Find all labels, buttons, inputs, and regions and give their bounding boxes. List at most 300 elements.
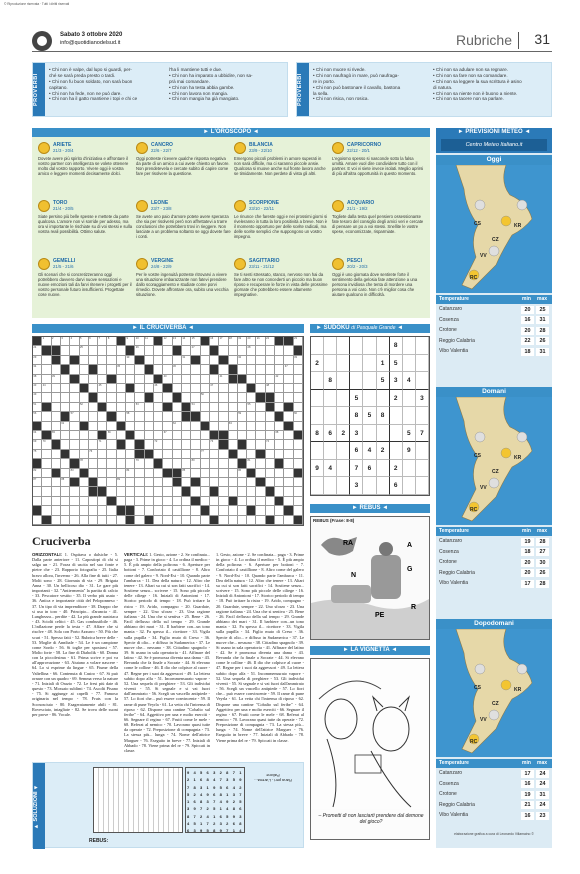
crossword-cell[interactable] [210,403,219,412]
crossword-cell[interactable] [191,393,200,402]
crossword-cell[interactable] [238,356,247,365]
crossword-cell[interactable] [247,356,256,365]
crossword-cell[interactable] [210,506,219,515]
crossword-cell[interactable] [70,346,79,355]
crossword-cell[interactable] [80,440,89,449]
sudoku-cell[interactable] [403,460,416,478]
crossword-cell[interactable] [238,365,247,374]
crossword-cell[interactable] [229,422,238,431]
crossword-cell[interactable] [275,422,284,431]
crossword-cell[interactable] [163,487,172,496]
crossword-cell[interactable] [284,478,293,487]
crossword-cell[interactable] [52,450,61,459]
crossword-cell[interactable] [52,506,61,515]
crossword-cell[interactable] [52,487,61,496]
crossword-cell[interactable] [42,440,51,449]
crossword-cell[interactable] [182,431,191,440]
crossword-cell[interactable] [266,337,275,346]
crossword-cell[interactable] [117,384,126,393]
sudoku-cell[interactable] [416,372,429,390]
crossword-cell[interactable] [42,375,51,384]
crossword-cell[interactable] [219,412,228,421]
crossword-cell[interactable] [98,375,107,384]
crossword-cell[interactable] [294,506,303,515]
crossword-cell[interactable] [219,393,228,402]
crossword-cell[interactable] [182,393,191,402]
crossword-cell[interactable] [42,422,51,431]
crossword-cell[interactable] [182,497,191,506]
crossword-cell[interactable] [191,450,200,459]
crossword-cell[interactable] [219,516,228,525]
sudoku-cell[interactable] [377,337,390,355]
crossword-cell[interactable] [154,440,163,449]
crossword-cell[interactable] [173,337,182,346]
crossword-cell[interactable] [256,431,265,440]
crossword-cell[interactable] [266,412,275,421]
crossword-cell[interactable] [80,375,89,384]
crossword-cell[interactable] [61,384,70,393]
crossword-cell[interactable] [266,365,275,374]
crossword-cell[interactable] [219,375,228,384]
crossword-cell[interactable] [275,506,284,515]
crossword-cell[interactable] [80,516,89,525]
crossword-cell[interactable] [126,440,135,449]
crossword-cell[interactable] [182,506,191,515]
sudoku-cell[interactable] [324,355,337,373]
crossword-cell[interactable] [201,440,210,449]
crossword-cell[interactable] [33,497,42,506]
crossword-cell[interactable] [256,356,265,365]
crossword-cell[interactable] [238,412,247,421]
crossword-cell[interactable] [80,365,89,374]
crossword-cell[interactable] [266,478,275,487]
crossword-cell[interactable] [219,337,228,346]
crossword-cell[interactable] [210,393,219,402]
crossword-cell[interactable] [52,337,61,346]
crossword-cell[interactable] [33,365,42,374]
crossword-cell[interactable] [117,393,126,402]
crossword-cell[interactable] [229,393,238,402]
crossword-cell[interactable] [126,393,135,402]
crossword-cell[interactable] [107,506,116,515]
crossword-cell[interactable] [284,450,293,459]
crossword-cell[interactable] [163,375,172,384]
crossword-cell[interactable] [284,469,293,478]
crossword-cell[interactable] [247,365,256,374]
crossword-cell[interactable] [191,403,200,412]
crossword-cell[interactable] [70,393,79,402]
sudoku-cell[interactable] [363,372,376,390]
sudoku-cell[interactable]: 7 [416,425,429,443]
crossword-cell[interactable] [182,337,191,346]
sudoku-cell[interactable]: 3 [350,477,363,495]
crossword-cell[interactable] [275,375,284,384]
crossword-cell[interactable] [89,506,98,515]
crossword-cell[interactable] [80,497,89,506]
sudoku-cell[interactable] [390,442,403,460]
crossword-cell[interactable] [126,469,135,478]
crossword-cell[interactable] [117,403,126,412]
crossword-cell[interactable] [154,431,163,440]
crossword-cell[interactable] [145,478,154,487]
crossword-cell[interactable] [42,337,54,346]
crossword-cell[interactable] [52,478,61,487]
crossword-cell[interactable] [42,356,51,365]
crossword-cell[interactable] [126,356,135,365]
crossword-cell[interactable] [89,356,98,365]
crossword-cell[interactable] [89,346,98,355]
crossword-cell[interactable] [191,375,200,384]
sudoku-cell[interactable] [363,337,376,355]
sudoku-cell[interactable] [377,390,390,408]
crossword-cell[interactable] [163,440,172,449]
crossword-cell[interactable] [294,337,303,346]
crossword-cell[interactable] [145,459,154,468]
crossword-cell[interactable] [247,337,256,346]
crossword-cell[interactable] [201,431,210,440]
crossword-cell[interactable] [173,440,182,449]
crossword-cell[interactable] [154,422,163,431]
crossword-cell[interactable] [154,516,163,525]
crossword-cell[interactable] [173,497,182,506]
crossword-cell[interactable] [173,403,182,412]
crossword-cell[interactable] [98,384,107,393]
crossword-cell[interactable] [107,516,116,525]
crossword-cell[interactable] [107,403,116,412]
crossword-cell[interactable] [98,478,107,487]
crossword-cell[interactable] [182,422,191,431]
crossword-cell[interactable] [145,497,154,506]
sudoku-cell[interactable]: 1 [377,355,390,373]
crossword-cell[interactable] [61,497,70,506]
crossword-cell[interactable] [135,412,144,421]
crossword-cell[interactable] [135,516,144,525]
crossword-cell[interactable] [61,356,70,365]
crossword-cell[interactable] [61,346,70,355]
crossword-cell[interactable] [117,478,126,487]
crossword-cell[interactable] [135,497,144,506]
crossword-cell[interactable] [219,346,228,355]
crossword-cell[interactable] [182,356,191,365]
crossword-cell[interactable] [80,459,89,468]
crossword-cell[interactable] [201,375,210,384]
crossword-cell[interactable] [145,422,154,431]
crossword-cell[interactable] [229,431,238,440]
sudoku-cell[interactable]: 3 [416,390,429,408]
crossword-cell[interactable] [275,356,284,365]
crossword-cell[interactable] [229,487,238,496]
crossword-cell[interactable] [80,478,89,487]
crossword-cell[interactable] [98,393,107,402]
sudoku-cell[interactable]: 7 [350,460,363,478]
sudoku-cell[interactable]: 8 [311,425,324,443]
sudoku-cell[interactable] [337,372,350,390]
crossword-cell[interactable] [173,422,182,431]
crossword-cell[interactable] [163,412,172,421]
crossword-cell[interactable] [33,356,42,365]
crossword-cell[interactable] [98,506,107,515]
crossword-cell[interactable] [182,346,191,355]
crossword-cell[interactable] [284,431,293,440]
crossword-cell[interactable] [219,422,228,431]
crossword-cell[interactable] [154,506,163,515]
crossword-cell[interactable] [163,346,172,355]
crossword-cell[interactable] [70,365,79,374]
crossword-cell[interactable] [284,384,293,393]
sudoku-cell[interactable] [337,337,350,355]
crossword-cell[interactable] [266,375,275,384]
crossword-cell[interactable] [275,346,284,355]
crossword-cell[interactable] [117,459,126,468]
crossword-cell[interactable] [294,487,303,496]
crossword-cell[interactable] [238,478,247,487]
sudoku-cell[interactable]: 5 [350,390,363,408]
crossword-cell[interactable] [135,506,144,515]
crossword-cell[interactable] [154,469,163,478]
crossword-cell[interactable] [182,459,191,468]
crossword-cell[interactable] [98,346,107,355]
crossword-cell[interactable] [219,478,228,487]
crossword-cell[interactable] [135,422,144,431]
crossword-cell[interactable] [107,393,116,402]
crossword-cell[interactable] [201,487,210,496]
sudoku-cell[interactable]: 2 [390,460,403,478]
sudoku-cell[interactable] [416,355,429,373]
crossword-cell[interactable] [163,516,172,525]
crossword-cell[interactable] [61,440,70,449]
crossword-cell[interactable] [275,384,284,393]
crossword-cell[interactable] [145,469,154,478]
sudoku-cell[interactable] [311,442,324,460]
crossword-cell[interactable] [126,422,135,431]
sudoku-cell[interactable]: 8 [324,372,337,390]
crossword-cell[interactable] [201,403,210,412]
crossword-cell[interactable] [275,403,284,412]
crossword-cell[interactable] [182,384,191,393]
crossword-cell[interactable] [107,487,116,496]
sudoku-cell[interactable] [416,442,429,460]
crossword-cell[interactable] [266,497,275,506]
sudoku-cell[interactable] [377,425,390,443]
crossword-cell[interactable] [229,469,238,478]
crossword-cell[interactable] [145,384,154,393]
forecast-day-label[interactable]: Domani [436,387,552,397]
crossword-cell[interactable] [238,469,247,478]
crossword-cell[interactable] [210,337,219,346]
crossword-cell[interactable] [247,412,256,421]
crossword-cell[interactable] [229,412,238,421]
crossword-cell[interactable] [61,431,70,440]
crossword-cell[interactable] [145,356,154,365]
crossword-cell[interactable] [191,431,200,440]
crossword-cell[interactable] [219,459,228,468]
crossword-cell[interactable] [266,440,275,449]
crossword-cell[interactable] [247,403,256,412]
crossword-cell[interactable] [154,412,163,421]
crossword-cell[interactable] [173,412,182,421]
crossword-cell[interactable] [126,450,135,459]
crossword-cell[interactable] [42,478,51,487]
crossword-cell[interactable] [33,393,42,402]
crossword-cell[interactable] [107,440,116,449]
crossword-cell[interactable] [201,346,210,355]
crossword-cell[interactable] [107,356,116,365]
crossword-cell[interactable] [201,384,210,393]
sudoku-cell[interactable] [416,407,429,425]
crossword-cell[interactable] [210,384,219,393]
sudoku-cell[interactable]: 3 [350,425,363,443]
crossword-cell[interactable] [42,497,51,506]
crossword-cell[interactable] [61,506,70,515]
crossword-cell[interactable] [89,422,98,431]
crossword-cell[interactable] [266,346,275,355]
crossword-cell[interactable] [33,375,42,384]
crossword-cell[interactable] [154,450,163,459]
crossword-cell[interactable] [117,469,126,478]
sudoku-cell[interactable]: 2 [390,390,403,408]
sudoku-cell[interactable]: 5 [377,372,390,390]
crossword-cell[interactable] [191,459,200,468]
crossword-cell[interactable] [52,412,61,421]
crossword-cell[interactable] [145,375,154,384]
sudoku-cell[interactable]: 3 [390,372,403,390]
crossword-cell[interactable] [229,478,238,487]
crossword-cell[interactable] [173,356,182,365]
crossword-cell[interactable] [284,346,293,355]
crossword-cell[interactable] [126,478,135,487]
crossword-cell[interactable] [210,375,219,384]
crossword-cell[interactable] [247,487,256,496]
crossword-cell[interactable] [256,440,265,449]
crossword-cell[interactable] [117,375,126,384]
crossword-cell[interactable] [135,375,144,384]
sudoku-cell[interactable]: 9 [403,442,416,460]
crossword-cell[interactable] [33,440,42,449]
crossword-cell[interactable] [266,469,275,478]
crossword-cell[interactable] [33,516,42,525]
crossword-cell[interactable] [145,506,154,515]
crossword-cell[interactable] [145,346,154,355]
sudoku-cell[interactable]: 8 [377,407,390,425]
crossword-cell[interactable] [229,346,238,355]
crossword-cell[interactable] [256,365,265,374]
sudoku-cell[interactable]: 8 [350,407,363,425]
crossword-cell[interactable] [229,337,238,346]
crossword-cell[interactable] [154,346,163,355]
crossword-grid[interactable] [32,336,304,526]
crossword-cell[interactable] [33,478,42,487]
crossword-cell[interactable] [284,375,293,384]
crossword-cell[interactable] [70,337,82,346]
sudoku-cell[interactable] [416,477,429,495]
crossword-cell[interactable] [163,431,172,440]
crossword-cell[interactable] [98,469,107,478]
crossword-cell[interactable] [98,497,107,506]
crossword-cell[interactable] [89,469,98,478]
crossword-cell[interactable] [191,346,200,355]
crossword-cell[interactable] [266,450,275,459]
crossword-cell[interactable] [89,375,98,384]
crossword-cell[interactable] [42,459,51,468]
crossword-cell[interactable] [247,497,256,506]
crossword-cell[interactable] [275,365,284,374]
crossword-cell[interactable] [201,469,210,478]
crossword-cell[interactable] [42,393,51,402]
sudoku-cell[interactable] [324,477,337,495]
crossword-cell[interactable] [117,450,126,459]
crossword-cell[interactable] [284,365,293,374]
crossword-cell[interactable] [89,431,98,440]
crossword-cell[interactable] [126,487,135,496]
crossword-cell[interactable] [61,478,70,487]
crossword-cell[interactable] [275,440,284,449]
crossword-cell[interactable] [294,478,303,487]
crossword-cell[interactable] [201,356,210,365]
crossword-cell[interactable] [70,487,79,496]
crossword-cell[interactable] [52,497,61,506]
crossword-cell[interactable] [173,375,182,384]
crossword-cell[interactable] [98,459,107,468]
crossword-cell[interactable] [126,412,135,421]
crossword-cell[interactable] [52,375,61,384]
sudoku-cell[interactable] [311,390,324,408]
sudoku-cell[interactable] [363,390,376,408]
crossword-cell[interactable] [163,478,172,487]
crossword-cell[interactable] [238,384,247,393]
crossword-cell[interactable] [70,497,79,506]
crossword-cell[interactable] [89,412,98,421]
crossword-cell[interactable] [201,393,210,402]
crossword-cell[interactable] [284,440,293,449]
crossword-cell[interactable] [247,478,256,487]
crossword-cell[interactable] [89,384,98,393]
crossword-cell[interactable] [284,497,293,506]
sudoku-cell[interactable] [337,407,350,425]
crossword-cell[interactable] [275,469,284,478]
crossword-cell[interactable] [256,346,265,355]
crossword-cell[interactable] [219,384,228,393]
crossword-cell[interactable] [135,478,144,487]
crossword-cell[interactable] [229,384,238,393]
crossword-cell[interactable] [238,506,247,515]
crossword-cell[interactable] [33,412,42,421]
sudoku-cell[interactable] [403,407,416,425]
crossword-cell[interactable] [163,393,172,402]
crossword-cell[interactable] [201,497,210,506]
crossword-cell[interactable] [219,403,228,412]
crossword-cell[interactable] [191,337,200,346]
crossword-cell[interactable] [284,487,293,496]
crossword-cell[interactable] [256,497,265,506]
sudoku-cell[interactable]: 6 [363,460,376,478]
crossword-cell[interactable] [33,431,42,440]
crossword-cell[interactable] [107,365,116,374]
sudoku-cell[interactable]: 5 [390,355,403,373]
crossword-cell[interactable] [182,375,191,384]
crossword-cell[interactable] [191,469,200,478]
crossword-cell[interactable] [294,375,303,384]
crossword-cell[interactable] [98,516,107,525]
crossword-cell[interactable] [80,431,89,440]
crossword-cell[interactable] [107,346,116,355]
crossword-cell[interactable] [135,459,144,468]
crossword-cell[interactable] [210,356,219,365]
crossword-cell[interactable] [238,450,247,459]
crossword-cell[interactable] [135,346,144,355]
crossword-cell[interactable] [238,516,247,525]
sudoku-cell[interactable]: 6 [324,425,337,443]
crossword-cell[interactable] [191,516,200,525]
